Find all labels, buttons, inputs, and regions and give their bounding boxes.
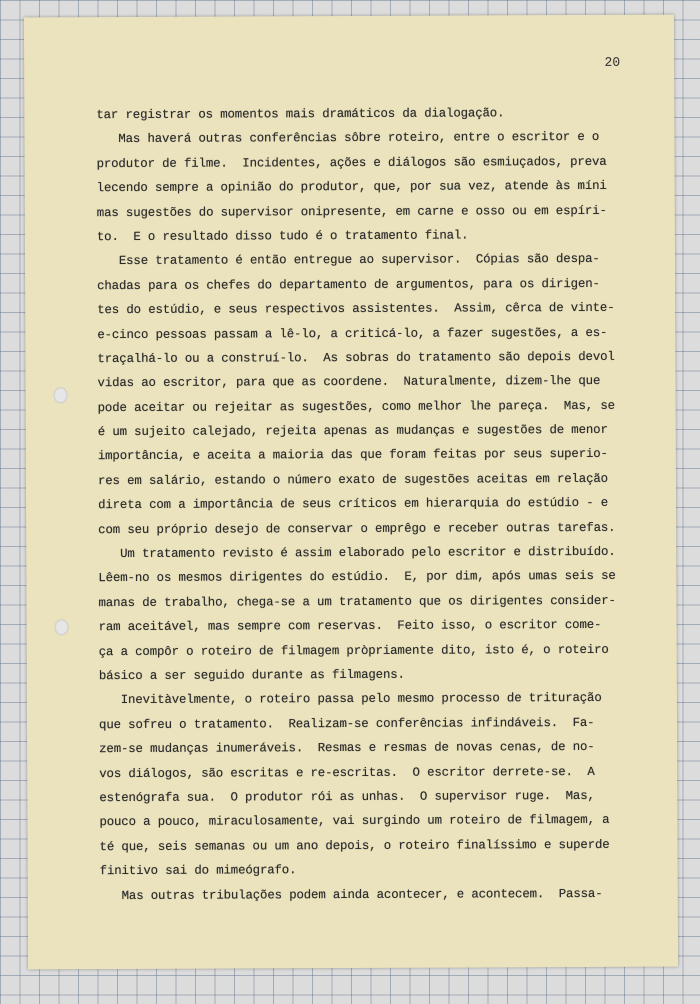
text-line: Um tratamento revisto é assim elaborado pelo escritor e distribuído. (98, 544, 616, 562)
text-line: é um sujeito calejado, rejeita apenas as mudanças e sugestões de menor (97, 422, 608, 440)
text-line: Mas outras tribulações podem ainda acontecer, e acontecem. Passa- (99, 886, 603, 903)
body-text (96, 101, 630, 908)
text-line: estenógrafa sua. O produtor rói as unhas. O supervisor ruge. Mas, (99, 788, 595, 806)
text-line: com seu próprio desejo de conservar o emprêgo e receber outras tarefas. (98, 520, 616, 537)
text-line: chadas para os chefes do departamento de argumentos, para os dirigen- (97, 276, 600, 293)
text-line: ram aceitável, mas sempre com reservas. Feito isso, o escritor come- (98, 618, 602, 635)
text-line: Esse tratamento é então entregue ao supervisor. Cópias são despa- (96, 252, 600, 269)
text-line: ça a compôr o roteiro de filmagem pròpriamente dito, isto é, o roteiro (98, 642, 609, 659)
text-line: tar registrar os momentos mais dramáticos da dialogação. (96, 106, 505, 123)
text-line: lecendo sempre a opinião do produtor, que, por sua vez, atende às míni (96, 179, 607, 196)
text-line: zem-se mudanças inumeráveis. Resmas e resmas de novas cenas, de no- (99, 740, 595, 757)
text-line: produtor de filme. Incidentes, ações e diálogos são esmiuçados, preva (96, 154, 607, 171)
text-line: Lêem-no os mesmos dirigentes do estúdio. E, por dim, após umas seis se (98, 569, 616, 586)
text-line: Inevitàvelmente, o roteiro passa pelo mesmo processo de trituração (98, 691, 602, 708)
text-line: e-cinco pessoas passam a lê-lo, a criticá-lo, a fazer sugestões, a es- (97, 325, 608, 342)
text-line: manas de trabalho, chega-se a um tratamento que os dirigentes consider- (98, 593, 616, 610)
text-line: res em salário, estando o número exato de sugestões aceitas em relação (97, 471, 608, 488)
text-line: to. E o resultado disso tudo é o tratamento final. (96, 228, 469, 245)
text-line: traçalhá-lo ou a construí-lo. As sobras do tratamento são depois devol (97, 349, 615, 367)
text-line: direta com a importância de seus críticos em hierarquia do estúdio - e (98, 496, 609, 513)
typewritten-page (24, 15, 678, 970)
page-number: 20 (604, 54, 621, 70)
punch-hole (54, 387, 68, 403)
text-line: finitivo sai do mimeógrafo. (99, 863, 297, 879)
text-line: básico a ser seguido durante as filmagens. (98, 667, 405, 684)
text-line: mas sugestões do supervisor onipresente, em carne e osso ou em espíri- (96, 203, 607, 220)
text-line: Mas haverá outras conferências sôbre roteiro, entre o escritor e o (96, 130, 600, 147)
text-line: importância, e aceita a maioria das que foram feitas por seus superio- (97, 447, 608, 464)
text-line: vidas ao escritor, para que as coordene. Naturalmente, dizem-lhe que (97, 374, 601, 391)
text-line: té que, seis semanas ou um ano depois, o roteiro finalíssimo e superde (99, 837, 610, 854)
text-line: pode aceitar ou rejeitar as sugestões, como melhor lhe pareça. Mas, se (97, 398, 615, 415)
text-line: tes do estúdio, e seus respectivos assistentes. Assim, cêrca de vinte- (97, 300, 615, 318)
text-line: vos diálogos, são escritas e re-escritas. O escritor derrete-se. A (99, 764, 595, 781)
text-line: que sofreu o tratamento. Realizam-se conferências infindáveis. Fa- (98, 715, 595, 732)
punch-hole (55, 619, 69, 635)
text-line: pouco a pouco, miraculosamente, vai surgindo um roteiro de filmagem, a (99, 813, 610, 830)
